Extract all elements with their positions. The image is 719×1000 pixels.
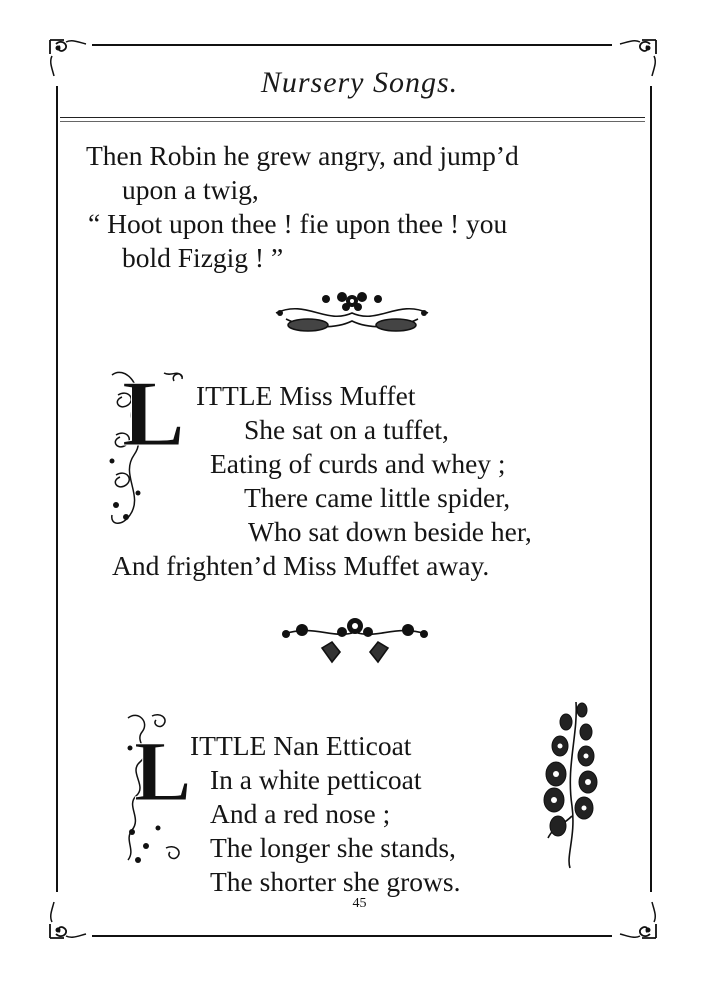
header-rule [60, 117, 645, 118]
frame-top-rule [92, 44, 612, 46]
verse-line: The longer she stands, [210, 832, 456, 863]
verse-line: In a white petticoat [210, 764, 422, 795]
frame-bottom-rule [92, 935, 612, 937]
header-rule-thin [60, 121, 645, 122]
page-number: 45 [352, 896, 367, 911]
verse-line: Then Robin he grew angry, and jump’d [86, 140, 519, 171]
frame-left-rule [56, 86, 58, 892]
verse-first-line: ITTLE Nan Etticoat [190, 730, 412, 761]
verse-line: There came little spider, [244, 482, 511, 513]
frame-right-rule [650, 86, 652, 892]
floral-ornament-icon [274, 604, 436, 670]
verse-line: And a red nose ; [210, 798, 391, 829]
verse-line: Who sat down beside her, [248, 516, 532, 547]
running-head: Nursery Songs. [260, 66, 459, 99]
dropcap-l-icon [104, 365, 198, 535]
svg-text:L: L [134, 723, 192, 819]
verse-line: Eating of curds and whey ; [210, 448, 506, 479]
verse-line: She sat on a tuffet, [244, 414, 449, 445]
verse-line: The shorter she grows. [210, 866, 461, 897]
floral-ornament-icon [266, 285, 438, 341]
verse-line: “ Hoot upon thee ! fie upon thee ! you [88, 208, 508, 239]
dropcap-l-icon [122, 708, 194, 874]
verse-first-line: ITTLE Miss Muffet [196, 380, 416, 411]
svg-text:L: L [122, 365, 185, 466]
verse-line: upon a twig, [122, 174, 259, 205]
verse-line: And frighten’d Miss Muffet away. [112, 550, 490, 581]
foxglove-flower-icon [536, 696, 608, 872]
verse-line: bold Fizgig ! ” [122, 242, 284, 273]
